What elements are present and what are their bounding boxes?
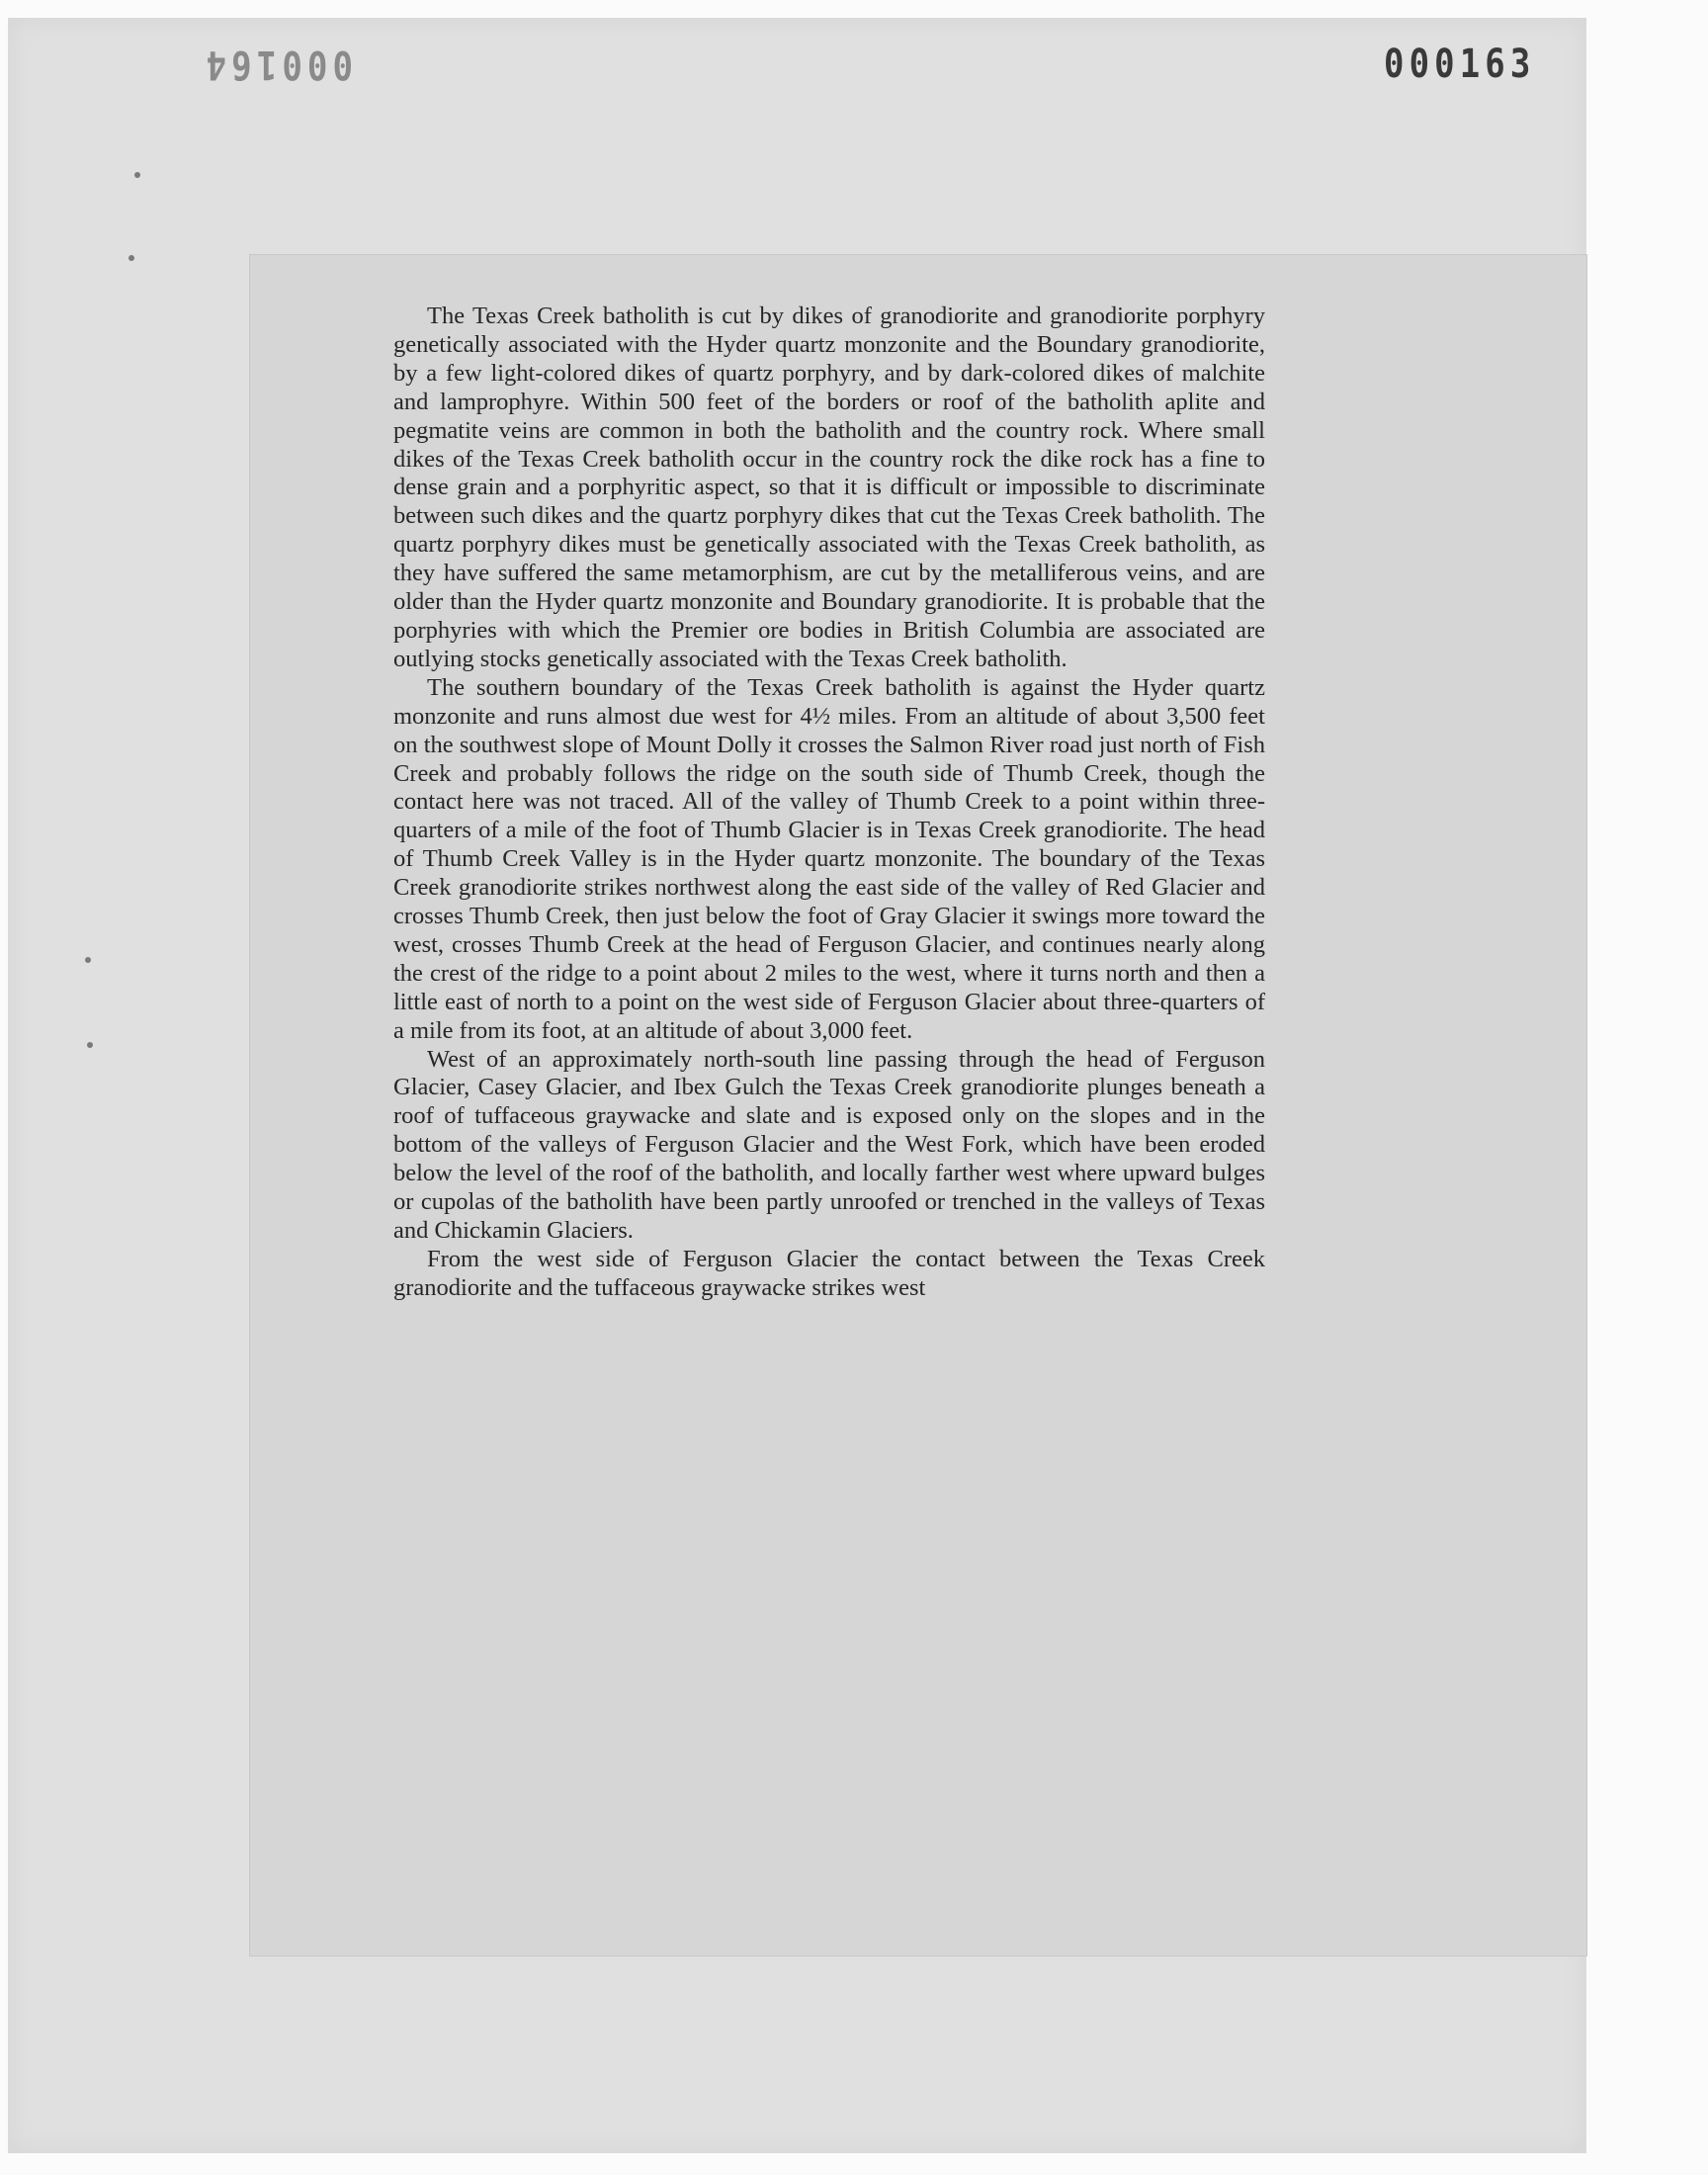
- paragraph: West of an approximately north-south line passing through the head of Ferguson Glacier, Casey Glacier, and Ibex Gulch the Texas Creek granodiorite plunges beneath a roof of tuffaceous graywacke and slate and is exposed only on the slopes and in the bottom of the valleys of Ferguson Glacier and the West Fork, which have been eroded below the level of the roof of the batholith, and locally farther west where upward bulges or cupolas of the batholith have been partly unroofed or trenched in the valleys of Texas and Chickamin Glaciers.: [393, 1045, 1265, 1244]
- dust-speck: [128, 255, 134, 261]
- paragraph: From the west side of Ferguson Glacier the contact between the Texas Creek granodiorite and the tuffaceous graywacke strikes west: [393, 1245, 1265, 1301]
- page-number-stamp-left: 000164: [201, 42, 353, 87]
- paragraph: The southern boundary of the Texas Creek batholith is against the Hyder quartz monzonite and runs almost due west for 4½ miles. From an altitude of about 3,500 feet on the southwest slope of Mount Dolly it crosses the Salmon River road just north of Fish Creek and probably follows the ridge on the south side of Thumb Creek, though the contact here was not traced. All of the valley of Thumb Creek to a point within three-quarters of a mile of the foot of Thumb Glacier is in Texas Creek granodiorite. The head of Thumb Creek Valley is in the Hyder quartz monzonite. The boundary of the Texas Creek granodiorite strikes northwest along the east side of the valley of Red Glacier and crosses Thumb Creek, then just below the foot of Gray Glacier it swings more toward the west, crosses Thumb Creek at the head of Ferguson Glacier, and continues nearly along the crest of the ridge to a point about 2 miles to the west, where it turns north and then a little east of north to a point on the west side of Ferguson Glacier about three-quarters of a mile from its foot, at an altitude of about 3,000 feet.: [393, 673, 1265, 1044]
- document-body: [393, 303, 1265, 1303]
- page-number-stamp-right: 000163: [1384, 42, 1536, 87]
- dust-speck: [85, 957, 91, 963]
- paragraph: The Texas Creek batholith is cut by dikes of granodiorite and granodiorite porphyry genetically associated with the Hyder quartz monzonite and the Boundary granodiorite, by a few light-colored dikes of quartz porphyry, and by dark-colored dikes of malchite and lamprophyre. Within 500 feet of the borders or roof of the batholith aplite and pegmatite veins are common in both the batholith and the country rock. Where small dikes of the Texas Creek batholith occur in the country rock the dike rock has a fine to dense grain and a porphyritic aspect, so that it is difficult or impossible to discriminate between such dikes and the quartz porphyry dikes that cut the Texas Creek batholith. The quartz porphyry dikes must be genetically associated with the Texas Creek batholith, as they have suffered the same metamorphism, are cut by the metalliferous veins, and are older than the Hyder quartz monzonite and Boundary granodiorite. It is probable that the porphyries with which the Premier ore bodies in British Columbia are associated are outlying stocks genetically associated with the Texas Creek batholith.: [393, 303, 1265, 672]
- dust-speck: [87, 1042, 93, 1048]
- dust-speck: [134, 172, 140, 178]
